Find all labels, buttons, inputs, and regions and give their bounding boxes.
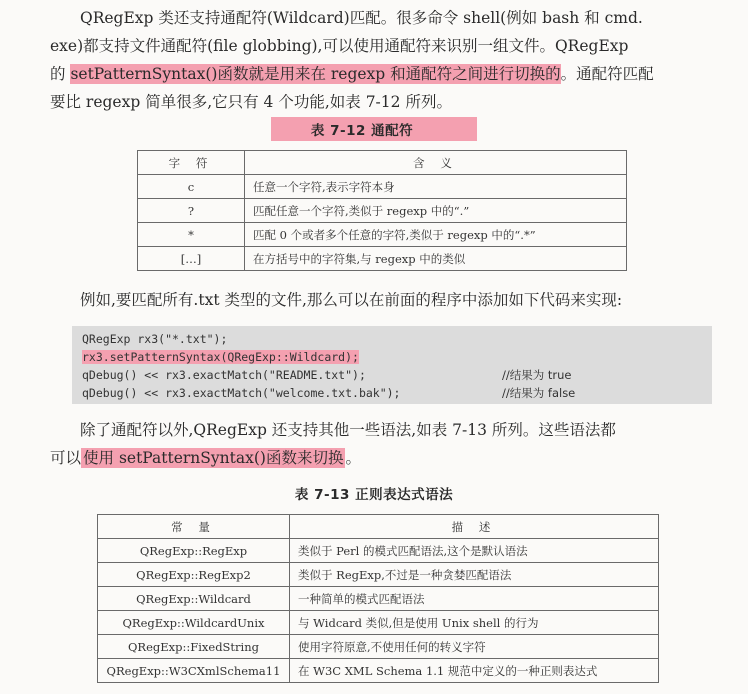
intro-line-3-post: 。通配符匹配 [560,65,654,83]
table-row [98,563,659,587]
table-cell: 一种简单的模式匹配语法 [290,587,659,611]
intro-line-4: 要比 regexp 简单很多,它只有 4 个功能,如表 7-12 所列。 [50,93,452,111]
table2-caption-wrap [0,483,748,503]
table-row [138,223,627,247]
table-cell: ? [138,199,245,223]
table-cell: 在 W3C XML Schema 1.1 规范中定义的一种正则表达式 [290,659,659,683]
example-paragraph [50,286,722,314]
table-cell: QRegExp::W3CXmlSchema11 [98,659,290,683]
table2-caption: 表 7-13 正则表达式语法 [294,487,454,503]
intro-line-1: QRegExp 类还支持通配符(Wildcard)匹配。很多命令 shell(例如 bash 和 cmd. [80,9,643,27]
code-comment: //结果为 false [502,386,576,400]
table-cell: 与 Widcard 类似,但是使用 Unix shell 的行为 [290,611,659,635]
table-row [138,199,627,223]
table-row [98,611,659,635]
table-header-char: 字 符 [138,151,245,175]
table-row [98,587,659,611]
syntax-table [97,514,659,683]
table-row [138,247,627,271]
table-cell: 使用字符原意,不使用任何的转义字符 [290,635,659,659]
intro-paragraph [50,4,722,116]
table-cell: 类似于 RegExp,不过是一种贪婪匹配语法 [290,563,659,587]
syntax-paragraph [50,416,722,472]
table-cell: QRegExp::RegExp [98,539,290,563]
code-line-3 [82,366,712,384]
table-header-row [138,151,627,175]
table-cell: 匹配任意一个字符,类似于 regexp 中的“.” [245,199,627,223]
wildcard-table [137,150,627,271]
code-line-2-highlight: rx3.setPatternSyntax(QRegExp::Wildcard); [82,350,359,364]
table-cell: QRegExp::FixedString [98,635,290,659]
table-cell: QRegExp::WildcardUnix [98,611,290,635]
table-header-description: 描 述 [290,515,659,539]
table-row [98,539,659,563]
syntax-line-2-pre: 可以 [50,449,82,467]
syntax-line-1: 除了通配符以外,QRegExp 还支持其他一些语法,如表 7-13 所列。这些语法都 [80,421,616,439]
table-cell: 类似于 Perl 的模式匹配语法,这个是默认语法 [290,539,659,563]
code-line-1: QRegExp rx3("*.txt"); [82,332,228,346]
syntax-line-2-post: 。 [345,449,361,467]
table-cell: QRegExp::Wildcard [98,587,290,611]
table-row [98,635,659,659]
code-line-2 [82,348,712,366]
table-cell: c [138,175,245,199]
table-cell: 任意一个字符,表示字符本身 [245,175,627,199]
table-cell: * [138,223,245,247]
table-cell: QRegExp::RegExp2 [98,563,290,587]
table-header-meaning: 含 义 [245,151,627,175]
intro-line-3-pre: 的 [50,65,71,83]
table-cell: 匹配 0 个或者多个任意的字符,类似于 regexp 中的“.*” [245,223,627,247]
code-line-4-text: qDebug() << rx3.exactMatch("welcome.txt.bak"); [82,386,401,400]
table1-caption-wrap [0,117,748,141]
intro-line-2: exe)都支持文件通配符(file globbing),可以使用通配符来识别一组文件。QRegExp [50,37,629,55]
syntax-line-2 [50,444,722,472]
table-row [98,659,659,683]
table1-caption: 表 7-12 通配符 [271,117,477,141]
code-line-4 [82,384,712,402]
intro-highlight: setPatternSyntax()函数就是用来在 regexp 和通配符之间进行切换的 [70,65,561,83]
code-block [72,326,712,404]
table-header-row [98,515,659,539]
code-comment: //结果为 true [502,368,572,382]
intro-line-3 [50,60,722,88]
syntax-highlight: 使用 setPatternSyntax()函数来切换 [83,449,344,467]
table-cell: 在方括号中的字符集,与 regexp 中的类似 [245,247,627,271]
example-line: 例如,要匹配所有.txt 类型的文件,那么可以在前面的程序中添加如下代码来实现: [80,291,623,309]
code-line-3-text: qDebug() << rx3.exactMatch("README.txt"); [82,368,366,382]
table-cell: […] [138,247,245,271]
table-header-constant: 常 量 [98,515,290,539]
table-row [138,175,627,199]
